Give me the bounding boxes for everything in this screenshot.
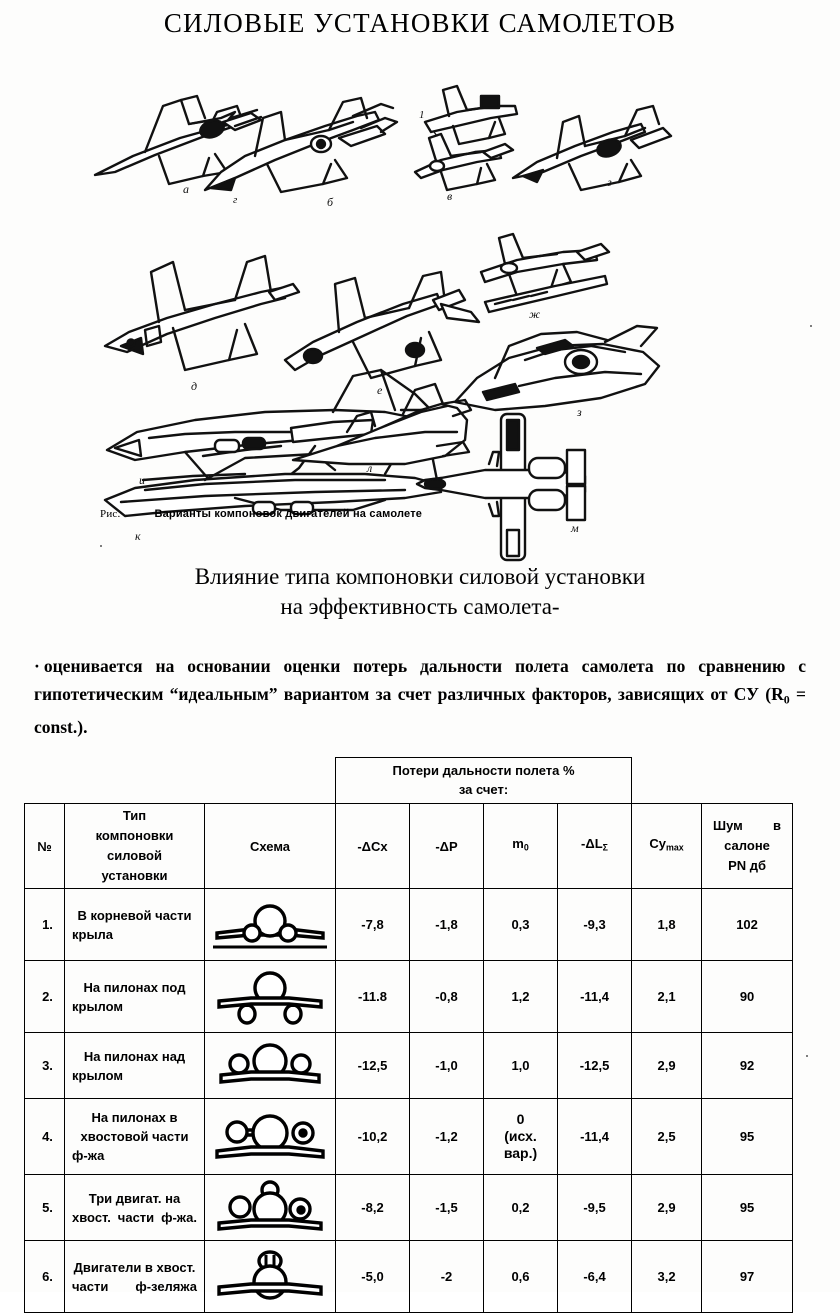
row-type: Три двигат. на хвост. части ф-жа. xyxy=(65,1175,205,1241)
aircraft-sketch-g xyxy=(513,106,671,190)
table-row xyxy=(25,1241,793,1313)
spacer-cell-no xyxy=(25,758,65,804)
column-header-no: № xyxy=(25,804,65,889)
row-cy: 2,9 xyxy=(632,1175,702,1241)
row-dcx: -7,8 xyxy=(336,889,410,961)
table-row xyxy=(25,961,793,1033)
row-scheme-diagram xyxy=(205,1033,336,1099)
column-header-type: Тип компоновки силовой установки xyxy=(65,804,205,889)
row-m0-note-1: (исх. xyxy=(504,1128,537,1144)
row-dp: -2 xyxy=(410,1241,484,1313)
noise-header-line2: салоне xyxy=(724,838,770,853)
svg-text:г: г xyxy=(233,194,238,206)
row-dp: -1,8 xyxy=(410,889,484,961)
figure-caption-prefix: Рис. xyxy=(100,508,121,520)
row-index: 3. xyxy=(25,1033,65,1099)
row-type: На пилонах над крылом xyxy=(65,1033,205,1099)
row-dcx: -11.8 xyxy=(336,961,410,1033)
losses-span-header-line2: за счет: xyxy=(458,782,509,797)
svg-text:м: м xyxy=(571,521,579,535)
column-header-cy: $Cy_{max}$ xyxy=(632,804,702,889)
row-m0-value: 0 xyxy=(516,1111,525,1127)
row-scheme-diagram xyxy=(205,889,336,961)
losses-span-header xyxy=(336,758,632,804)
aircraft-sketch-d xyxy=(105,256,299,370)
figure-caption xyxy=(100,508,580,520)
aircraft-sketch-zh xyxy=(481,234,609,312)
row-type: Двигатели в хвост. части ф-зеляжа xyxy=(65,1241,205,1313)
page-title: СИЛОВЫЕ УСТАНОВКИ САМОЛЕТОВ xyxy=(163,8,677,38)
svg-text:к: к xyxy=(135,529,141,543)
svg-text:б: б xyxy=(327,195,334,209)
svg-text:а: а xyxy=(183,182,189,196)
row-dl: -9,3 xyxy=(558,889,632,961)
aircraft-sketch-e xyxy=(285,272,479,378)
column-header-dp: -ΔP xyxy=(410,804,484,889)
row-scheme-diagram xyxy=(205,1241,336,1313)
row-m0: 1,2 xyxy=(484,961,558,1033)
row-m0-note-2: вар.) xyxy=(503,1145,538,1161)
row-dcx: -10,2 xyxy=(336,1099,410,1175)
svg-text:и: и xyxy=(139,473,145,487)
row-index: 1. xyxy=(25,889,65,961)
row-noise: 95 xyxy=(702,1175,793,1241)
table-span-header-row xyxy=(25,758,793,804)
spacer-cell-scheme xyxy=(205,758,336,804)
scan-speckle xyxy=(806,1055,808,1057)
section-heading xyxy=(0,562,840,622)
row-index: 4. xyxy=(25,1099,65,1175)
table-header-row xyxy=(25,804,793,889)
svg-text:1: 1 xyxy=(419,109,425,121)
row-cy: 1,8 xyxy=(632,889,702,961)
row-cy: 2,9 xyxy=(632,1033,702,1099)
row-noise: 95 xyxy=(702,1099,793,1175)
row-dp: -1,0 xyxy=(410,1033,484,1099)
row-dl: -12,5 xyxy=(558,1033,632,1099)
scan-speckle xyxy=(810,325,812,327)
aircraft-layouts-figure xyxy=(85,60,675,543)
spacer-cell-cy xyxy=(632,758,702,804)
column-header-dcx: -ΔCx xyxy=(336,804,410,889)
svg-text:л: л xyxy=(367,461,373,475)
aircraft-sketch-z xyxy=(455,326,659,410)
section-heading-line1: Влияние типа компоновки силовой установки xyxy=(194,564,646,589)
row-dp: -0,8 xyxy=(410,961,484,1033)
row-m0: 1,0 xyxy=(484,1033,558,1099)
column-header-dl: $-\Delta L_\Sigma$ xyxy=(558,804,632,889)
row-scheme-diagram xyxy=(205,1175,336,1241)
column-header-scheme: Схема xyxy=(205,804,336,889)
spacer-cell-noise xyxy=(702,758,793,804)
row-cy: 3,2 xyxy=(632,1241,702,1313)
row-type: На пилонах в хвостовой части ф-жа xyxy=(65,1099,205,1175)
row-noise: 92 xyxy=(702,1033,793,1099)
svg-text:г: г xyxy=(607,175,612,189)
row-scheme-diagram xyxy=(205,1099,336,1175)
row-dcx: -5,0 xyxy=(336,1241,410,1313)
svg-text:ж: ж xyxy=(529,307,541,321)
spacer-cell-type xyxy=(65,758,205,804)
row-index: 6. xyxy=(25,1241,65,1313)
table-row xyxy=(25,889,793,961)
row-scheme-diagram xyxy=(205,961,336,1033)
row-dl: -9,5 xyxy=(558,1175,632,1241)
losses-span-header-line1: Потери дальности полета % xyxy=(392,763,575,778)
noise-header-prep: в xyxy=(773,818,782,833)
row-noise: 90 xyxy=(702,961,793,1033)
row-dcx: -8,2 xyxy=(336,1175,410,1241)
paragraph-lead-dot: · xyxy=(34,656,40,676)
noise-header-line3: PN дб xyxy=(728,858,767,873)
svg-text:е: е xyxy=(377,383,383,397)
row-m0: 0,3 xyxy=(484,889,558,961)
row-cy: 2,1 xyxy=(632,961,702,1033)
svg-text:в: в xyxy=(447,189,453,203)
row-index: 2. xyxy=(25,961,65,1033)
table-row xyxy=(25,1175,793,1241)
column-header-m0: $m_0$ xyxy=(484,804,558,889)
row-noise: 97 xyxy=(702,1241,793,1313)
row-dcx: -12,5 xyxy=(336,1033,410,1099)
row-dl: -6,4 xyxy=(558,1241,632,1313)
row-index: 5. xyxy=(25,1175,65,1241)
svg-text:д: д xyxy=(191,379,198,393)
row-type: На пилонах под крылом xyxy=(65,961,205,1033)
row-dp: -1,2 xyxy=(410,1099,484,1175)
row-m0: 0,6 xyxy=(484,1241,558,1313)
table-row xyxy=(25,1033,793,1099)
section-heading-line2: на эффективность самолета- xyxy=(280,594,560,619)
losses-table-wrapper xyxy=(24,757,792,1313)
scan-speckle xyxy=(100,545,102,547)
row-m0: 0,2 xyxy=(484,1175,558,1241)
row-m0 xyxy=(484,1099,558,1175)
row-type: В корневой части крыла xyxy=(65,889,205,961)
row-dl: -11,4 xyxy=(558,1099,632,1175)
svg-text:з: з xyxy=(577,405,582,419)
row-cy: 2,5 xyxy=(632,1099,702,1175)
row-noise: 102 xyxy=(702,889,793,961)
row-dp: -1,5 xyxy=(410,1175,484,1241)
table-row xyxy=(25,1099,793,1175)
column-header-noise xyxy=(702,804,793,889)
figure-caption-text: Варианты компоновок двигателей на самолете xyxy=(154,508,423,520)
losses-table xyxy=(24,757,793,1313)
body-paragraph: · оценивается на основании оценки потерь дальности полета самолета по сравнению с гипотетическим “идеальным” вариантом за счет различных факторов, зависящих от СУ ($R_0$ = const.). xyxy=(34,656,806,738)
row-dl: -11,4 xyxy=(558,961,632,1033)
noise-header-word: Шум xyxy=(713,818,743,833)
